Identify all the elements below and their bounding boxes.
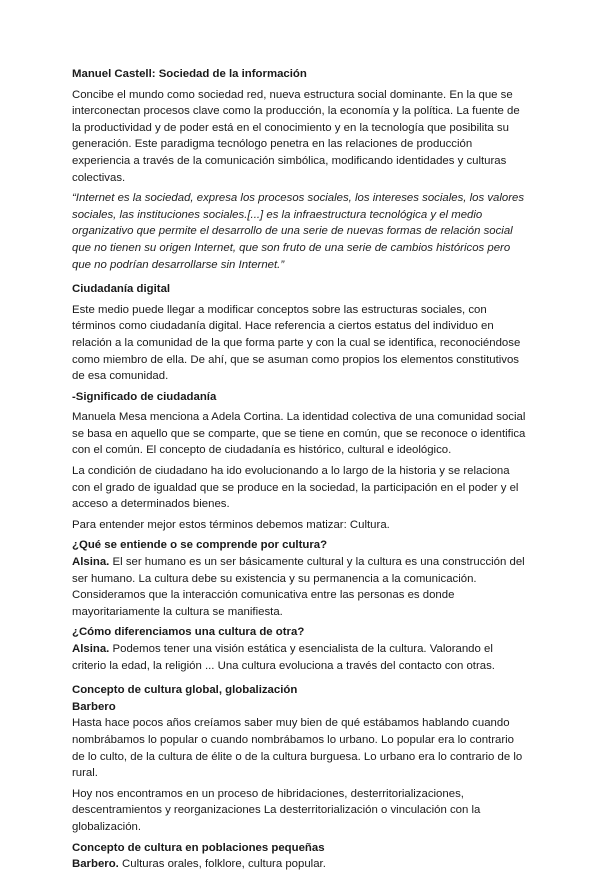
- paragraph-text: El ser humano es un ser básicamente cultural y la cultura es una construcción del ser humano. La cultura debe su existencia y su permanencia a la comunicación. Consideramos que la interacción comunicativa entre las personas es donde mayoritariamente la cultura se manifiesta.: [72, 556, 525, 618]
- paragraph-text: Culturas orales, folklore, cultura popular.: [118, 858, 326, 871]
- paragraph-text: Podemos tener una visión estática y esencialista de la cultura. Valorando el criterio la edad, la religión ... Una cultura evoluciona a través del contacto con otras.: [72, 643, 495, 672]
- section-subtitle-barbero: Barbero: [72, 700, 116, 713]
- paragraph-ciudadania-digital: Este medio puede llegar a modificar conceptos sobre las estructuras sociales, con términos como ciudadanía digital. Hace referencia a ciertos estatus del individuo en relación a la comunidad de la que forma parte y con la cual se identifica, reconociéndose como miembro de ella. De ahí, que se asuman como propios los elementos constitutivos de esa comunidad.: [72, 303, 521, 383]
- section-title-diferenciar-cultura: ¿Cómo diferenciamos una cultura de otra?: [72, 626, 305, 639]
- paragraph-poblaciones-pequenas: [72, 856, 528, 873]
- paragraph-cultura-global-1: Hasta hace pocos años creíamos saber muy bien de qué estábamos hablando cuando nombrábamos lo popular o cuando nombrábamos lo urbano. Lo popular era lo contrario de lo culto, de la cultura de élite o de la cultura burguesa. Lo urbano era lo contrario de lo rural.: [72, 717, 523, 780]
- paragraph-significado-2: La condición de ciudadano ha ido evolucionando a lo largo de la historia y se relaciona con el grado de igualdad que se produce en la sociedad, la participación en el poder y el acceso a determinados bienes.: [72, 465, 519, 511]
- paragraph-que-es-cultura: [72, 554, 528, 620]
- section-title-cultura-global: Concepto de cultura global, globalización: [72, 684, 298, 697]
- author-barbero: Barbero.: [72, 858, 119, 871]
- paragraph-significado-1: Manuela Mesa menciona a Adela Cortina. La identidad colectiva de una comunidad social se basa en aquello que se comparte, que se tiene en común, que se reconoce o identifica con el común. El concepto de ciudadanía es histórico, cultural e ideológico.: [72, 411, 526, 457]
- paragraph-cultura-global-2: Hoy nos encontramos en un proceso de hibridaciones, desterritorializaciones, descentramientos y reorganizaciones La desterritorialización o vinculación con la globalización.: [72, 787, 481, 833]
- section-title-que-es-cultura: ¿Qué se entiende o se comprende por cultura?: [72, 539, 328, 552]
- author-alsina: Alsina.: [72, 643, 110, 655]
- author-alsina: Alsina.: [72, 556, 110, 569]
- document-page: [72, 66, 528, 873]
- paragraph-castell: Concibe el mundo como sociedad red, nueva estructura social dominante. En la que se interconectan procesos clave como la producción, la economía y la política. La fuente de la productividad y de poder está en el conocimiento y en la tecnología que posibilita su generación. Este paradigma tecnólogo penetra en las relaciones de producción experiencia a través de la comunicación simbólica, modificando identidades y culturas colectivas.: [72, 88, 520, 184]
- quote-internet: “Internet es la sociedad, expresa los procesos sociales, los intereses sociales, los valores sociales, las instituciones sociales.[...] es la infraestructura tecnológica y el medio organizativo que permite el desarrollo de una serie de nuevas formas de relación social que no tienen su origen Internet, que son fruto de una serie de cambios históricos pero que no podrían desarrollarse sin Internet.”: [72, 192, 525, 271]
- paragraph-significado-3: Para entender mejor estos términos debemos matizar: Cultura.: [72, 518, 390, 531]
- section-title-poblaciones-pequenas: Concepto de cultura en poblaciones pequeñas: [72, 841, 325, 854]
- paragraph-diferenciar-cultura: [72, 641, 528, 674]
- section-title-significado: -Significado de ciudadanía: [72, 390, 217, 403]
- section-title-castell: Manuel Castell: Sociedad de la información: [72, 68, 307, 80]
- section-title-ciudadania-digital: Ciudadanía digital: [72, 283, 171, 296]
